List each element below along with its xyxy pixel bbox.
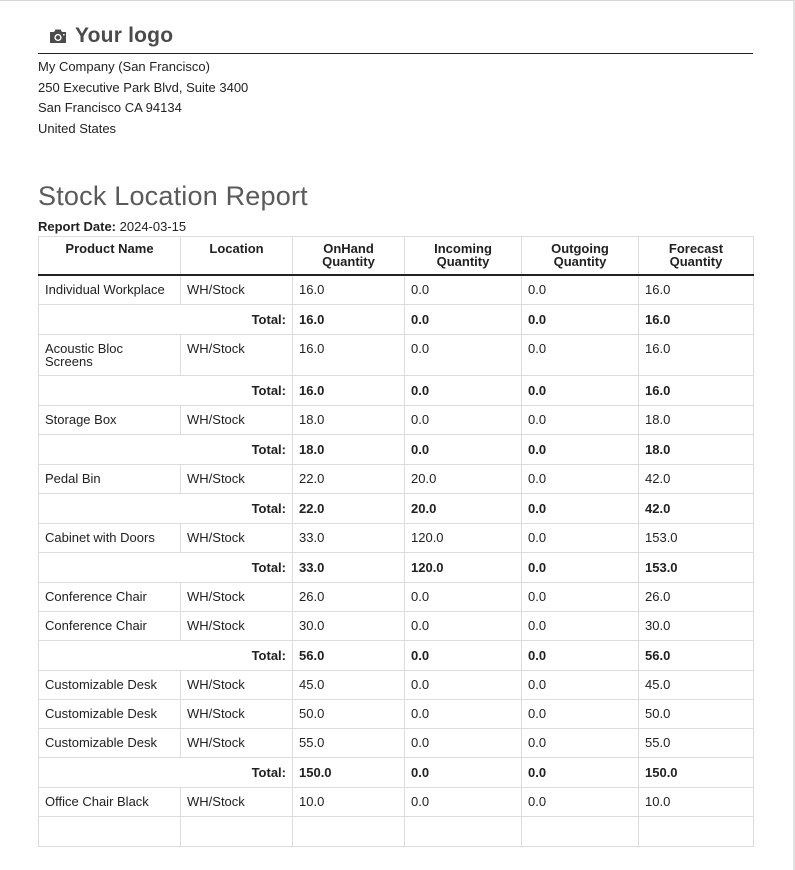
total-spacer — [39, 435, 181, 465]
cell-forecast: 42.0 — [639, 465, 754, 494]
total-onhand: 56.0 — [293, 641, 405, 671]
company-address — [38, 57, 753, 139]
empty-cell — [293, 817, 405, 847]
empty-cell — [405, 817, 522, 847]
cell-location: WH/Stock — [181, 788, 293, 817]
total-row — [39, 494, 754, 524]
cell-product: Storage Box — [39, 406, 181, 435]
total-row — [39, 305, 754, 335]
camera-icon — [48, 27, 68, 45]
total-onhand: 16.0 — [293, 305, 405, 335]
cell-location: WH/Stock — [181, 465, 293, 494]
empty-cell — [39, 817, 181, 847]
report-date — [38, 219, 753, 234]
total-incoming: 20.0 — [405, 494, 522, 524]
total-outgoing: 0.0 — [522, 758, 639, 788]
table-row — [39, 406, 754, 435]
company-logo — [38, 22, 753, 50]
cell-onhand: 50.0 — [293, 700, 405, 729]
cell-location: WH/Stock — [181, 335, 293, 376]
cell-forecast: 26.0 — [639, 583, 754, 612]
cell-outgoing: 0.0 — [522, 335, 639, 376]
table-header-row — [39, 237, 754, 276]
cell-location: WH/Stock — [181, 729, 293, 758]
header-location: Location — [181, 237, 293, 276]
header-forecast: Forecast Quantity — [639, 237, 754, 276]
cell-product: Acoustic Bloc Screens — [39, 335, 181, 376]
report-date-value: 2024-03-15 — [119, 219, 187, 234]
total-spacer — [39, 305, 181, 335]
cell-forecast: 16.0 — [639, 335, 754, 376]
table-row — [39, 275, 754, 305]
total-incoming: 0.0 — [405, 305, 522, 335]
cell-product: Cabinet with Doors — [39, 524, 181, 553]
table-row — [39, 729, 754, 758]
total-row — [39, 435, 754, 465]
total-row — [39, 376, 754, 406]
cell-outgoing: 0.0 — [522, 788, 639, 817]
cell-forecast: 18.0 — [639, 406, 754, 435]
table-row — [39, 700, 754, 729]
total-row-partial — [39, 817, 754, 847]
table-row — [39, 612, 754, 641]
total-incoming: 120.0 — [405, 553, 522, 583]
cell-product: Office Chair Black — [39, 788, 181, 817]
cell-onhand: 45.0 — [293, 671, 405, 700]
total-spacer — [39, 376, 181, 406]
cell-outgoing: 0.0 — [522, 583, 639, 612]
cell-product: Pedal Bin — [39, 465, 181, 494]
report-date-label: Report Date: — [38, 219, 117, 234]
header-onhand: OnHand Quantity — [293, 237, 405, 276]
total-forecast: 18.0 — [639, 435, 754, 465]
cell-location: WH/Stock — [181, 700, 293, 729]
empty-cell — [639, 817, 754, 847]
total-row — [39, 553, 754, 583]
total-outgoing: 0.0 — [522, 553, 639, 583]
cell-product: Individual Workplace — [39, 275, 181, 305]
total-forecast: 56.0 — [639, 641, 754, 671]
report-page — [38, 0, 753, 847]
total-outgoing: 0.0 — [522, 641, 639, 671]
cell-outgoing: 0.0 — [522, 671, 639, 700]
total-onhand: 18.0 — [293, 435, 405, 465]
cell-location: WH/Stock — [181, 612, 293, 641]
cell-onhand: 33.0 — [293, 524, 405, 553]
table-row — [39, 671, 754, 700]
cell-incoming: 0.0 — [405, 275, 522, 305]
cell-incoming: 0.0 — [405, 700, 522, 729]
company-street: 250 Executive Park Blvd, Suite 3400 — [38, 79, 249, 95]
total-outgoing: 0.0 — [522, 494, 639, 524]
cell-product: Conference Chair — [39, 583, 181, 612]
cell-incoming: 20.0 — [405, 465, 522, 494]
total-forecast: 42.0 — [639, 494, 754, 524]
total-forecast: 16.0 — [639, 305, 754, 335]
total-incoming: 0.0 — [405, 641, 522, 671]
table-row — [39, 524, 754, 553]
cell-outgoing: 0.0 — [522, 406, 639, 435]
cell-outgoing: 0.0 — [522, 612, 639, 641]
cell-onhand: 30.0 — [293, 612, 405, 641]
cell-product: Customizable Desk — [39, 671, 181, 700]
header-product: Product Name — [39, 237, 181, 276]
total-forecast: 150.0 — [639, 758, 754, 788]
header-incoming: Incoming Quantity — [405, 237, 522, 276]
company-country: United States — [38, 120, 117, 136]
total-incoming: 0.0 — [405, 435, 522, 465]
report-title: Stock Location Report — [38, 181, 308, 211]
cell-onhand: 10.0 — [293, 788, 405, 817]
cell-location: WH/Stock — [181, 671, 293, 700]
table-row — [39, 335, 754, 376]
empty-cell — [522, 817, 639, 847]
cell-incoming: 0.0 — [405, 583, 522, 612]
table-row — [39, 583, 754, 612]
table-body — [39, 275, 754, 847]
cell-outgoing: 0.0 — [522, 275, 639, 305]
cell-onhand: 55.0 — [293, 729, 405, 758]
cell-onhand: 16.0 — [293, 335, 405, 376]
logo-text: Your logo — [75, 24, 174, 47]
header-divider — [38, 53, 753, 54]
cell-incoming: 0.0 — [405, 406, 522, 435]
total-forecast: 153.0 — [639, 553, 754, 583]
cell-incoming: 0.0 — [405, 612, 522, 641]
table-row — [39, 465, 754, 494]
total-forecast: 16.0 — [639, 376, 754, 406]
cell-onhand: 22.0 — [293, 465, 405, 494]
cell-forecast: 55.0 — [639, 729, 754, 758]
header-outgoing: Outgoing Quantity — [522, 237, 639, 276]
cell-incoming: 0.0 — [405, 729, 522, 758]
total-onhand: 150.0 — [293, 758, 405, 788]
company-name: My Company (San Francisco) — [38, 59, 210, 74]
cell-onhand: 18.0 — [293, 406, 405, 435]
cell-product: Customizable Desk — [39, 729, 181, 758]
company-city: San Francisco CA 94134 — [38, 100, 182, 115]
cell-outgoing: 0.0 — [522, 729, 639, 758]
cell-forecast: 30.0 — [639, 612, 754, 641]
table-row — [39, 788, 754, 817]
cell-incoming: 0.0 — [405, 788, 522, 817]
total-incoming: 0.0 — [405, 758, 522, 788]
cell-product: Customizable Desk — [39, 700, 181, 729]
total-outgoing: 0.0 — [522, 305, 639, 335]
total-label: Total: — [181, 641, 293, 671]
total-label: Total: — [181, 305, 293, 335]
total-onhand: 33.0 — [293, 553, 405, 583]
cell-incoming: 120.0 — [405, 524, 522, 553]
total-incoming: 0.0 — [405, 376, 522, 406]
total-outgoing: 0.0 — [522, 376, 639, 406]
total-label: Total: — [181, 376, 293, 406]
cell-location: WH/Stock — [181, 406, 293, 435]
stock-table — [38, 236, 754, 847]
total-label: Total: — [181, 435, 293, 465]
cell-forecast: 45.0 — [639, 671, 754, 700]
total-spacer — [39, 553, 181, 583]
cell-outgoing: 0.0 — [522, 465, 639, 494]
total-label: Total: — [181, 494, 293, 524]
cell-incoming: 0.0 — [405, 335, 522, 376]
total-label: Total: — [181, 553, 293, 583]
total-row — [39, 641, 754, 671]
cell-incoming: 0.0 — [405, 671, 522, 700]
total-spacer — [39, 758, 181, 788]
total-spacer — [39, 494, 181, 524]
cell-location: WH/Stock — [181, 275, 293, 305]
cell-forecast: 50.0 — [639, 700, 754, 729]
cell-onhand: 16.0 — [293, 275, 405, 305]
cell-outgoing: 0.0 — [522, 524, 639, 553]
cell-location: WH/Stock — [181, 583, 293, 612]
empty-cell — [181, 817, 293, 847]
cell-forecast: 16.0 — [639, 275, 754, 305]
total-spacer — [39, 641, 181, 671]
total-outgoing: 0.0 — [522, 435, 639, 465]
total-onhand: 16.0 — [293, 376, 405, 406]
total-label: Total: — [181, 758, 293, 788]
cell-outgoing: 0.0 — [522, 700, 639, 729]
cell-forecast: 153.0 — [639, 524, 754, 553]
cell-location: WH/Stock — [181, 524, 293, 553]
cell-product: Conference Chair — [39, 612, 181, 641]
total-row — [39, 758, 754, 788]
total-onhand: 22.0 — [293, 494, 405, 524]
cell-forecast: 10.0 — [639, 788, 754, 817]
cell-onhand: 26.0 — [293, 583, 405, 612]
